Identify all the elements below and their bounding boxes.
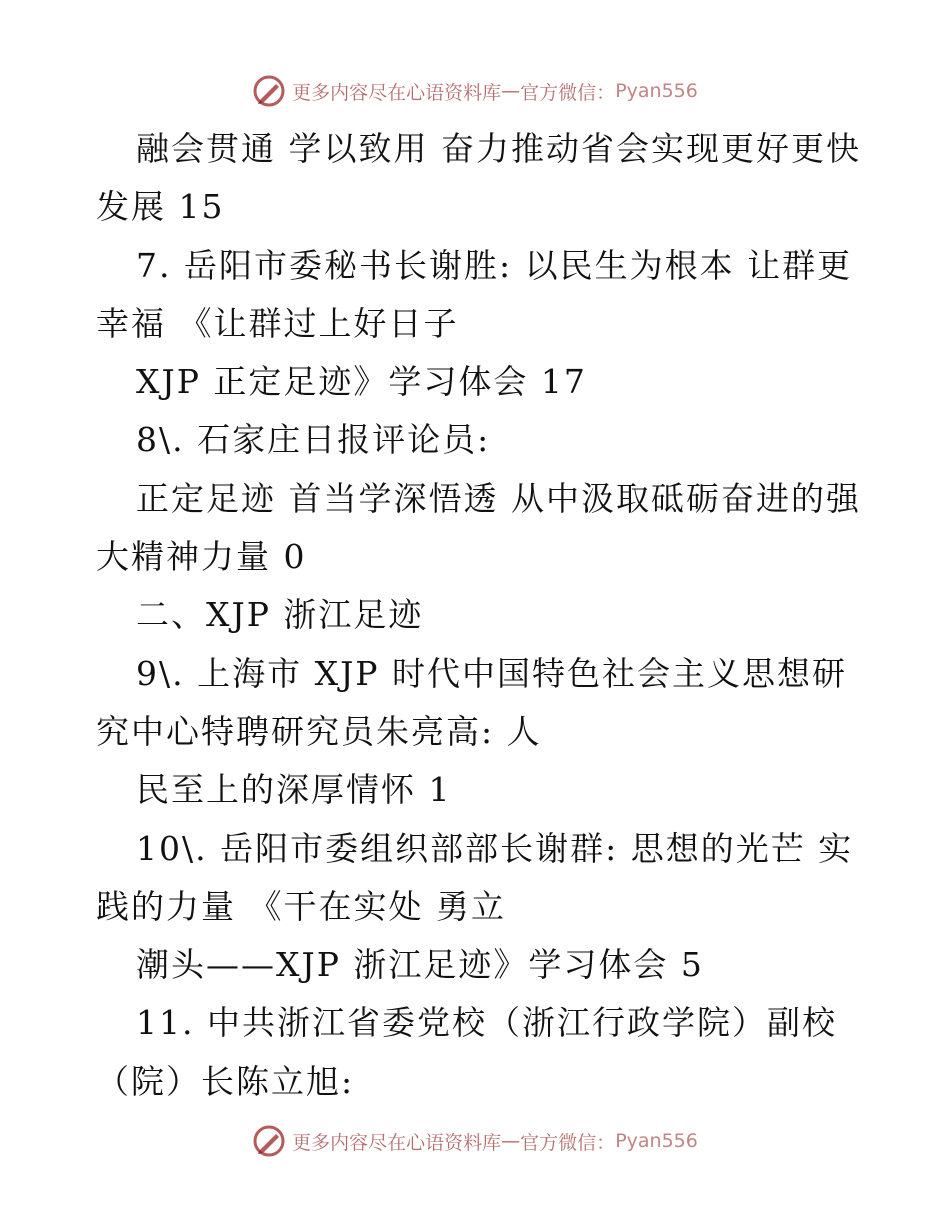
text-line: XJP 正定足迹》学习体会 17 (136, 362, 587, 402)
text-line: 9\. 上海市 XJP 时代中国特色社会主义思想研 (136, 653, 847, 693)
text-line: 发展 15 (96, 187, 225, 227)
pen-logo-icon (252, 74, 286, 108)
watermark-text: 更多内容尽在心语资料库 (292, 1131, 502, 1154)
text-line: 践的力量 《干在实处 勇立 (96, 886, 506, 926)
section-heading: 二、XJP 浙江足迹 (136, 595, 424, 635)
text-line: 10\. 岳阳市委组织部部长谢群: 思想的光芒 实 (136, 828, 854, 868)
text-line: 融会贯通 学以致用 奋力推动省会实现更好更快 (136, 129, 861, 168)
header-watermark (0, 73, 950, 109)
text-line: 民至上的深厚情怀 1 (136, 770, 452, 810)
pen-logo-icon (252, 1124, 286, 1158)
watermark-wechat-id: Pyan556 (615, 1130, 698, 1152)
text-line: 幸福 《让群过上好日子 (96, 303, 459, 343)
text-line: 潮头——XJP 浙江足迹》学习体会 5 (136, 945, 704, 985)
text-line: 7. 岳阳市委秘书长谢胜: 以民生为根本 让群更 (136, 245, 853, 285)
watermark-text: 更多内容尽在心语资料库 (292, 81, 502, 104)
footer-watermark (0, 1123, 950, 1159)
text-line: 8\. 石家庄日报评论员: (136, 420, 491, 460)
watermark-official-label: 官方微信： (520, 1131, 616, 1154)
watermark-wechat-id: Pyan556 (615, 80, 698, 102)
document-body (96, 120, 861, 1111)
text-line: 正定足迹 首当学深悟透 从中汲取砥砺奋进的强 (136, 478, 861, 518)
watermark-dash: — (501, 80, 521, 102)
text-line: 究中心特聘研究员朱亮高: 人 (96, 711, 542, 751)
text-line: 大精神力量 0 (96, 537, 307, 577)
watermark-official-label: 官方微信： (520, 81, 616, 104)
text-line: （院）长陈立旭: (96, 1061, 355, 1101)
text-line: 11. 中共浙江省委党校（浙江行政学院）副校 (136, 1003, 837, 1043)
watermark-dash: — (501, 1130, 521, 1152)
